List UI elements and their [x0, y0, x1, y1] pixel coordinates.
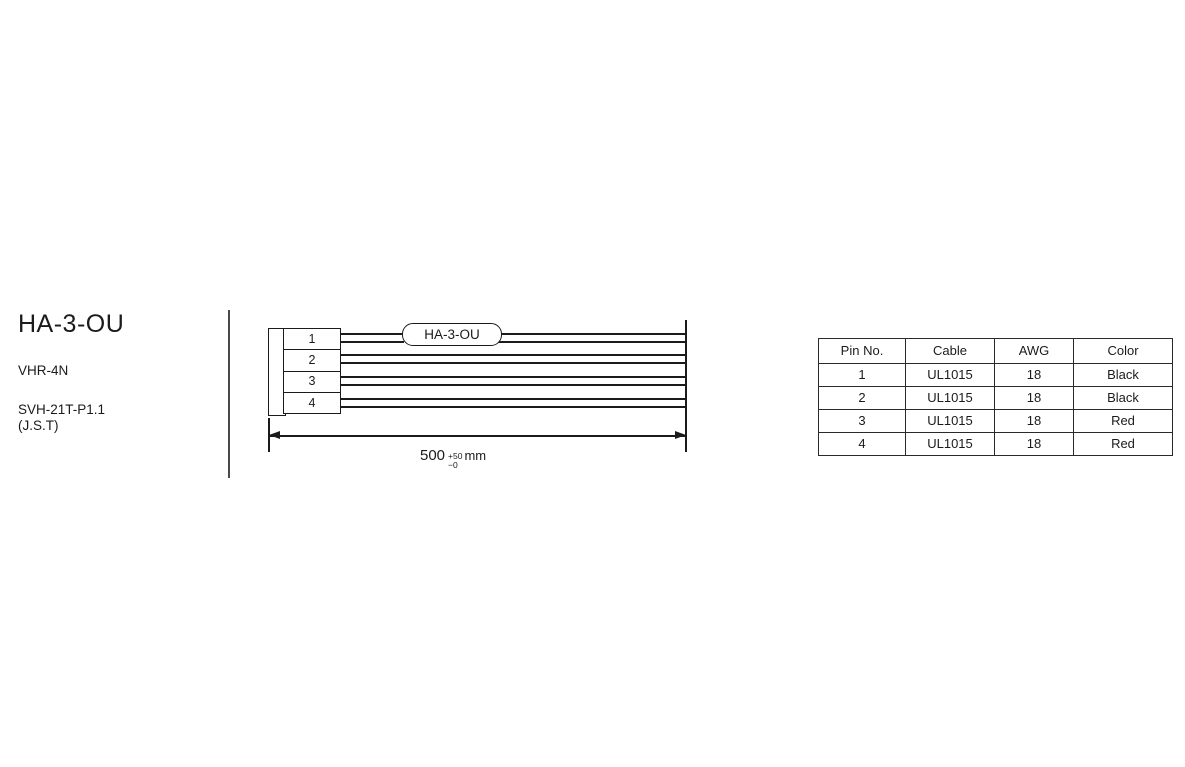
table-cell: 2 [819, 387, 906, 410]
wire-4-lower [341, 406, 686, 408]
table-header-cell: Pin No. [819, 339, 906, 364]
table-header-row [819, 339, 1173, 364]
table-cell: Black [1074, 364, 1173, 387]
connector-code-2: SVH-21T-P1.1 [18, 402, 106, 418]
table-row [819, 410, 1173, 433]
table-cell: 18 [995, 433, 1074, 456]
table-row [819, 433, 1173, 456]
dimension-unit: mm [464, 448, 487, 463]
table-cell: Black [1074, 387, 1173, 410]
wire-label-flag-text: HA-3-OU [424, 327, 480, 342]
wire-label-flag [402, 323, 502, 346]
table-header-cell: Color [1074, 339, 1173, 364]
wire-2-upper [341, 354, 686, 356]
harness-drawing [250, 300, 720, 490]
table-cell: Red [1074, 410, 1173, 433]
table-row [819, 364, 1173, 387]
pin-cell: 4 [308, 395, 316, 410]
pinout-table-wrapper [818, 338, 1173, 456]
wire-4-upper [341, 398, 686, 400]
table-cell: 18 [995, 387, 1074, 410]
pin-cell: 1 [284, 329, 340, 350]
pin-cell: 2 [284, 350, 340, 371]
dimension-tolerance [448, 452, 462, 470]
table-header-cell: AWG [995, 339, 1074, 364]
wire-2-lower [341, 362, 686, 364]
pin-cell: 3 [284, 372, 340, 393]
pinout-table [818, 338, 1173, 456]
vertical-divider [228, 310, 230, 478]
wire-3-lower [341, 384, 686, 386]
pin-stack [283, 328, 341, 414]
table-cell: UL1015 [906, 433, 995, 456]
dimension-value: 500 [420, 447, 446, 464]
table-cell: UL1015 [906, 387, 995, 410]
wire-1-lower [341, 341, 686, 343]
connector-maker: (J.S.T) [18, 418, 59, 434]
dimension-text [420, 447, 486, 471]
table-cell: 4 [819, 433, 906, 456]
dimension-arrow-left [269, 431, 280, 439]
dimension-line [268, 435, 686, 437]
table-cell: UL1015 [906, 410, 995, 433]
part-title: HA-3-OU [18, 310, 125, 338]
table-header-cell: Cable [906, 339, 995, 364]
tolerance-upper: +50 [448, 451, 463, 461]
table-cell: 3 [819, 410, 906, 433]
wire-1-upper [341, 333, 686, 335]
table-row [819, 387, 1173, 410]
part-label-block [18, 312, 218, 434]
table-cell: Red [1074, 433, 1173, 456]
dimension-arrow-right [675, 431, 686, 439]
table-cell: UL1015 [906, 364, 995, 387]
table-cell: 18 [995, 364, 1074, 387]
table-cell: 1 [819, 364, 906, 387]
table-cell: 18 [995, 410, 1074, 433]
connector-code-1: VHR-4N [18, 363, 69, 378]
tolerance-lower: −0 [448, 459, 458, 470]
wire-3-upper [341, 376, 686, 378]
